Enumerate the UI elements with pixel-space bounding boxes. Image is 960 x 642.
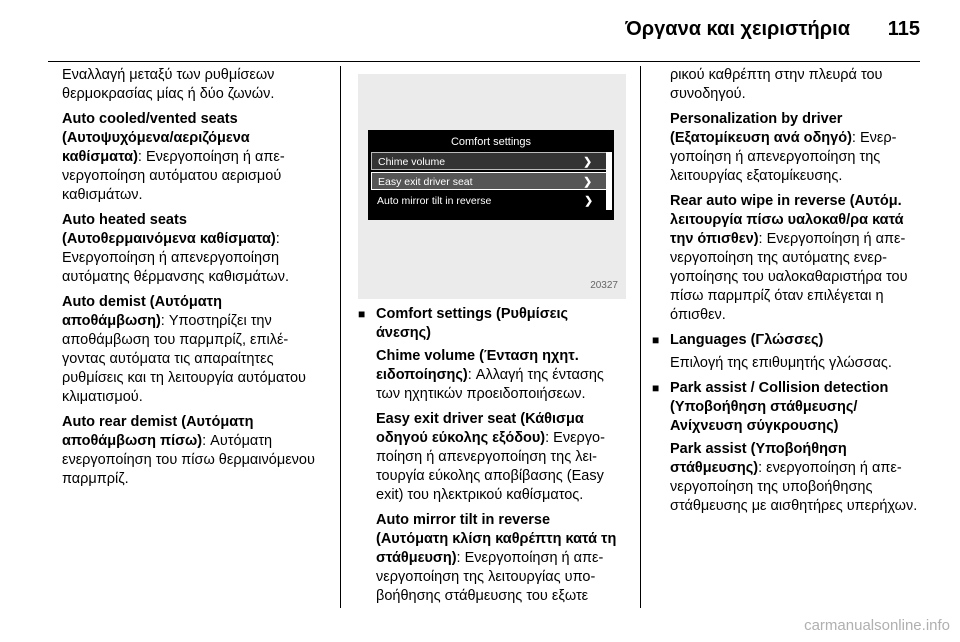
setting-desc: : Ενεργοποίηση ή απενεργοποίηση της λειτουργίας εξατομίκευσης. [670,130,897,184]
bullet-icon: ■ [652,333,660,347]
setting-entry [376,347,626,404]
setting-desc: : Ενεργοποίηση ή απενεργοποίηση της αυτόματης ενεργοποίησης του υαλοκαθαριστήρα του πίσω παρμπρίζ όταν επιλέγεται η όπισθεν. [670,231,908,323]
setting-entry [670,440,927,516]
menu-row-label: Easy exit driver seat [378,176,473,188]
page-number: 115 [887,18,920,40]
scrollbar [606,152,612,210]
menu-row-selected [371,172,607,190]
setting-name: Auto heated seats (Αυτοθερμαινόμενα καθίσματα) [62,212,276,247]
paragraph: Εναλλαγή μεταξύ των ρυθμίσεων θερμοκρασίας μίας ή δύο ζωνών. [62,67,275,102]
setting-entry [670,110,927,186]
menu-row-label: Chime volume [378,156,446,168]
bullet-item [652,379,927,436]
setting-entry [376,410,626,505]
menu-row [371,152,607,170]
setting-entry [62,211,324,287]
paragraph: ρικού καθρέπτη στην πλευρά του συνοδηγού. [670,67,883,102]
column-right [652,66,927,522]
page-footer [0,618,960,638]
column-divider [340,66,341,608]
bullet-item [652,331,927,350]
bullet-icon: ■ [358,307,366,321]
setting-name: Easy exit driver seat (Κάθισμα οδηγού εύκολης εξόδου) [376,411,584,446]
chevron-right-icon: ❯ [583,156,592,168]
display-screen [368,130,614,220]
setting-entry [62,293,324,407]
setting-name: Personalization by driver (Εξατομίκευση ανά οδηγό) [670,111,852,146]
chevron-right-icon: ❯ [584,195,593,207]
bullet-item [358,305,626,343]
bullet-body [670,354,927,373]
setting-name: Rear auto wipe in reverse (Αυτόμ. λειτουργία πίσω υαλοκαθ/ρα κατά την όπισθεν) [670,193,904,247]
setting-name: Auto mirror tilt in reverse (Αυτόματη κλίση καθρέπτη κατά τη στάθμευση) [376,512,617,566]
setting-entry [62,110,324,205]
setting-desc: : Ενεργοποίηση ή απενεργοποίηση της λειτουργία εύκολης αποβίβασης (Easy exit) του ηλεκτρικού καθίσματος. [376,430,605,503]
header-divider [48,61,920,62]
setting-desc: : Ενεργοποίηση ή απενεργοποίηση της λειτουργίας υποβοήθησης στάθμευσης του εξωτε [376,550,604,604]
figure-number: 20327 [590,280,618,291]
bullet-body [670,440,927,516]
setting-desc: : Υποστηρίζει την αποθάμβωση του παρμπρίζ, επιλέγοντας αυτόματα τις απαραίτητες ρυθμίσεις και τη λειτουργία αυτόματου κλιματισμού. [62,313,306,405]
menu-row-label: Auto mirror tilt in reverse [377,195,492,207]
setting-name: Auto demist (Αυτόματη αποθάμβωση) [62,294,222,329]
watermark: carmanualsonline.info [804,617,950,634]
setting-entry [62,413,324,489]
bullet-icon: ■ [652,381,660,395]
paragraph: Επιλογή της επιθυμητής γλώσσας. [670,355,892,371]
setting-name: Auto cooled/vented seats (Αυτοψυχόμενα/αεριζόμενα καθίσματα) [62,111,250,165]
bullet-title: Languages (Γλώσσες) [670,332,824,348]
bullet-title: Comfort settings (Ρυθμίσεις άνεσης) [376,306,569,341]
column-left [62,66,324,495]
setting-desc: : Αυτόματη ενεργοποίηση του πίσω θερμαινόμενου παρμπρίζ. [62,433,315,487]
page-header [0,0,960,62]
setting-name: Park assist (Υποβοήθηση στάθμευσης) [670,441,847,476]
setting-desc: : Ενεργοποίηση ή απενεργοποίηση αυτόματου αερισμού καθισμάτων. [62,149,285,203]
setting-desc: : Ενεργοποίηση ή απενεργοποίηση αυτόματης θέρμανσης καθισμάτων. [62,231,289,285]
setting-name: Chime volume (Ένταση ηχητ. ειδοποίησης) [376,348,579,383]
setting-name: Auto rear demist (Αυτόματη αποθάμβωση πίσω) [62,414,254,449]
setting-entry [670,192,927,325]
column-divider [640,66,641,608]
bullet-title: Park assist / Collision detection (Υποβοήθηση στάθμευσης/ Ανίχνευση σύγκρουσης) [670,380,889,434]
column-middle [358,74,626,612]
bullet-body [376,347,626,606]
comfort-settings-figure [358,74,626,299]
menu-row [371,192,607,210]
setting-entry [376,511,626,606]
setting-desc: : ενεργοποίηση ή απενεργοποίηση της υποβοήθησης στάθμευσης με αισθητήρες υπερήχων. [670,460,918,514]
setting-desc: : Αλλαγή της έντασης των ηχητικών προειδοποιήσεων. [376,367,604,402]
screen-title: Comfort settings [450,136,532,148]
chevron-right-icon: ❯ [583,176,592,188]
continued-body [670,66,927,325]
page-title: Όργανα και χειριστήρια [625,18,850,40]
